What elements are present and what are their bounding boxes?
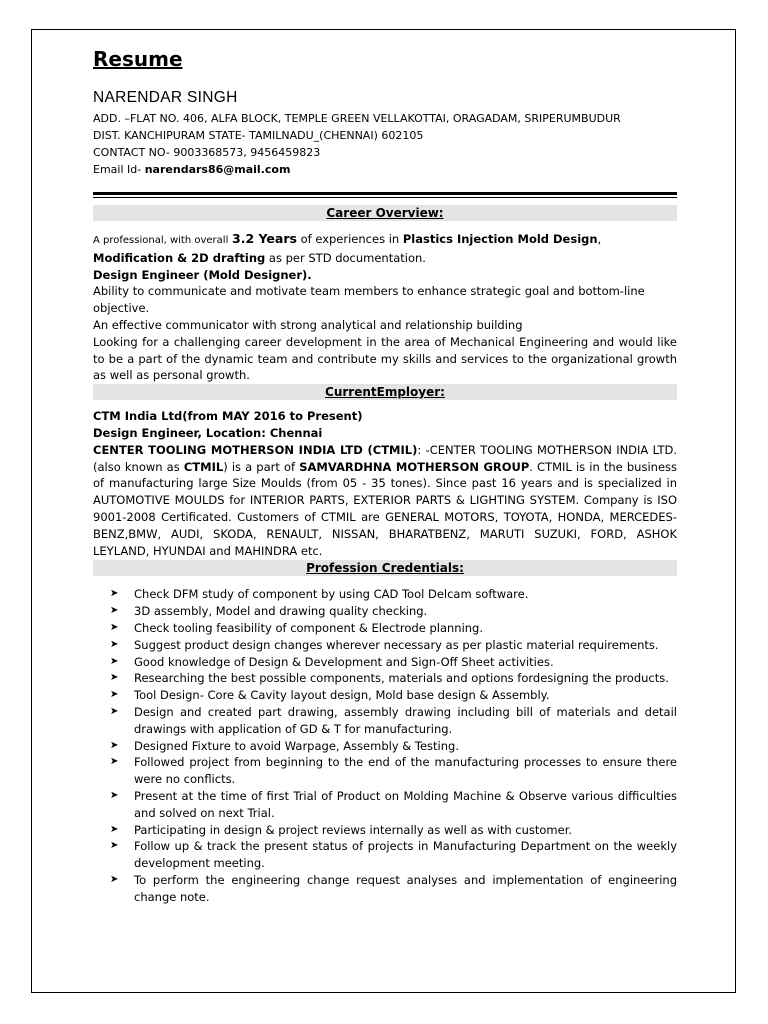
resume-title: Resume [93, 47, 183, 71]
credential-text: Follow up & track the present status of projects in Manufacturing Department on the weekly development meeting. [134, 839, 677, 871]
overview-objective: Looking for a challenging career development in the area of Mechanical Engineering and would like to be a part of the dynamic team and contribute my skills and services to the organizational growth as well as personal growth. [93, 334, 677, 383]
arrow-bullet-icon: ➤ [110, 621, 119, 633]
header-divider-thick [93, 192, 677, 195]
credential-item [93, 637, 677, 654]
credential-item [93, 603, 677, 620]
arrow-bullet-icon: ➤ [110, 789, 119, 801]
credential-text: Followed project from beginning to the end of the manufacturing processes to ensure there were no conflicts. [134, 755, 677, 787]
credential-text: Present at the time of first Trial of Product on Molding Machine & Observe various difficulties and solved on next Trial. [134, 788, 677, 820]
credential-text: Designed Fixture to avoid Warpage, Assembly & Testing. [134, 738, 459, 753]
arrow-bullet-icon: ➤ [110, 605, 119, 617]
credential-item [93, 654, 677, 671]
credential-item [93, 788, 677, 822]
credential-text: Good knowledge of Design & Development and Sign-Off Sheet activities. [134, 654, 554, 669]
credential-item [93, 586, 677, 603]
employer-description: CENTER TOOLING MOTHERSON INDIA LTD (CTMIL): -CENTER TOOLING MOTHERSON INDIA LTD. (also known as CTMIL) is a part of SAMVARDHNA MOTHERSON GROUP. CTMIL is in the business of manufacturing large Size Moulds (from 05 - 35 tones). Since past 16 years and is specialized in AUTOMOTIVE MOULDS for INTERIOR PARTS, EXTERIOR PARTS & LIGHTING SYSTEM. Company is ISO 9001-2008 Certificated. Customers of CTMIL are GENERAL MOTORS, TOYOTA, HONDA, MERCEDES-BENZ,BMW, AUDI, SKODA, RENAULT, NISSAN, BHARATBENZ, MARUTI SUZUKI, FORD, ASHOK LEYLAND, HYUNDAI and MAHINDRA etc. [93, 442, 677, 558]
contact-number: CONTACT NO- 9003368573, 9456459823 [93, 146, 321, 159]
email-label: Email Id- [93, 163, 142, 176]
email-address: narendars86@mail.com [144, 163, 291, 176]
arrow-bullet-icon: ➤ [110, 739, 119, 751]
employer-position: Design Engineer, Location: Chennai [93, 425, 323, 440]
credentials-heading: Profession Credentials: [93, 560, 677, 576]
candidate-name: NARENDAR SINGH [93, 89, 238, 106]
credential-item [93, 704, 677, 738]
overview-role: Design Engineer (Mold Designer). [93, 267, 312, 282]
overview-communicator: An effective communicator with strong analytical and relationship building [93, 317, 523, 332]
credential-text: Suggest product design changes wherever necessary as per plastic material requirements. [134, 637, 659, 652]
credential-text: 3D assembly, Model and drawing quality checking. [134, 604, 428, 619]
header-divider-thin [93, 197, 677, 198]
arrow-bullet-icon: ➤ [110, 672, 119, 684]
credential-item [93, 687, 677, 704]
credential-text: Check tooling feasibility of component & Electrode planning. [134, 620, 484, 635]
arrow-bullet-icon: ➤ [110, 655, 119, 667]
address-line-2: DIST. KANCHIPURAM STATE- TAMILNADU_(CHENNAI) 602105 [93, 129, 424, 142]
career-overview-section [93, 231, 677, 384]
credential-text: Design and created part drawing, assembly drawing including bill of materials and detail drawings with application of GD & T for manufacturing. [134, 704, 677, 736]
email-line [93, 161, 677, 178]
career-overview-heading: Career Overview: [93, 205, 677, 221]
arrow-bullet-icon: ➤ [110, 705, 119, 717]
arrow-bullet-icon: ➤ [110, 689, 119, 701]
contact-block [93, 110, 677, 178]
credential-item [93, 838, 677, 872]
address-line-1: ADD. –FLAT NO. 406, ALFA BLOCK, TEMPLE GREEN VELLAKOTTAI, ORAGADAM, SRIPERUMBUDUR [93, 112, 621, 125]
arrow-bullet-icon: ➤ [110, 638, 119, 650]
credential-item [93, 754, 677, 788]
resume-document [93, 44, 677, 905]
credential-text: Participating in design & project reviews internally as well as with customer. [134, 822, 573, 837]
employer-company: CTM India Ltd(from MAY 2016 to Present) [93, 409, 363, 424]
arrow-bullet-icon: ➤ [110, 588, 119, 600]
credential-text: Tool Design- Core & Cavity layout design, Mold base design & Assembly. [134, 688, 550, 703]
credential-item [93, 620, 677, 637]
credential-item [93, 822, 677, 839]
arrow-bullet-icon: ➤ [110, 873, 119, 885]
credential-item [93, 738, 677, 755]
overview-summary: A professional, with overall 3.2 Years of experiences in Plastics Injection Mold Design, Modification & 2D drafting as per STD documentation. [93, 231, 602, 265]
current-employer-section [93, 408, 677, 559]
arrow-bullet-icon: ➤ [110, 823, 119, 835]
credential-text: Check DFM study of component by using CAD Tool Delcam software. [134, 587, 529, 602]
overview-ability: Ability to communicate and motivate team members to enhance strategic goal and bottom-line objective. [93, 284, 645, 316]
credential-text: Researching the best possible components, materials and options fordesigning the products. [134, 671, 669, 686]
credentials-list [93, 586, 677, 905]
arrow-bullet-icon: ➤ [110, 840, 119, 852]
credential-item [93, 872, 677, 906]
arrow-bullet-icon: ➤ [110, 756, 119, 768]
current-employer-heading: CurrentEmployer: [93, 384, 677, 400]
credential-item [93, 670, 677, 687]
credential-text: To perform the engineering change request analyses and implementation of engineering change note. [134, 872, 677, 904]
